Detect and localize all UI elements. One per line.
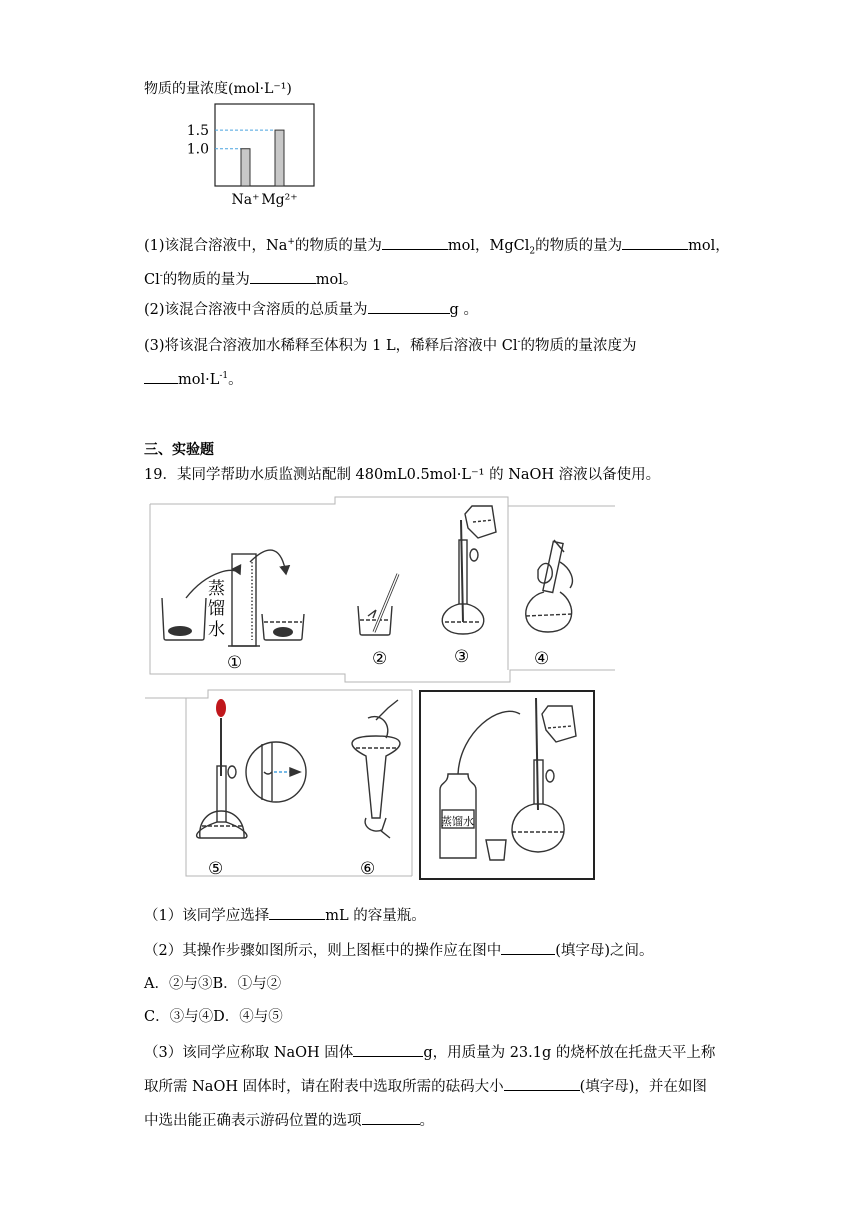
q18-text: Cl: [144, 271, 160, 288]
water-label-char-2: 馏: [208, 599, 225, 619]
q18-text: (1)该混合溶液中，Na: [144, 237, 288, 254]
water-label-char-3: 水: [208, 620, 225, 640]
q19-text: g，用质量为 23.1g 的烧杯放在托盘天平上称: [423, 1045, 716, 1061]
q19-sub-2: [144, 940, 654, 961]
experiment-figure: [140, 492, 620, 898]
answer-blank-mgcl2[interactable]: [622, 235, 688, 250]
answer-blank-rider[interactable]: [362, 1110, 420, 1125]
chart-marks: [187, 104, 314, 208]
answer-blank-concentration[interactable]: [144, 369, 178, 384]
q19-stem: 19．某同学帮助水质监测站配制 480mL0.5mol·L⁻¹ 的 NaOH 溶液以备使用。: [144, 467, 661, 483]
q19-text: 中选出能正确表示游码位置的选项: [144, 1113, 362, 1129]
step-6-shake: [352, 700, 400, 838]
water-label-char-1: 蒸: [208, 579, 225, 599]
step-5-label: ⑤: [208, 859, 224, 879]
q19-text: （1）该同学应选择: [144, 908, 270, 924]
q19-text: (填字母)，并在如图: [579, 1079, 707, 1095]
chart-tick-label: 1.0: [186, 141, 209, 158]
chart-axes-box: [215, 104, 314, 186]
q18-text: mol·L: [178, 371, 220, 388]
step-2-label: ②: [372, 649, 388, 669]
experiment-svg: [140, 492, 620, 898]
step-6-label: ⑥: [360, 859, 376, 879]
q19-sub-3-line-1: [144, 1042, 715, 1063]
q18-text: mol。: [315, 271, 358, 288]
q18-line-3: [144, 299, 478, 320]
step-5-fix-volume: [197, 718, 306, 838]
answer-blank-mass[interactable]: [368, 299, 450, 314]
water-bottle-label: 蒸馏水: [441, 815, 474, 828]
section-title: 三、实验题: [144, 442, 214, 458]
q18-text: 。: [228, 371, 243, 388]
chart-ylabel: 物质的量浓度(mol·L⁻¹): [144, 81, 292, 97]
mgcl2-subscript: 2: [529, 246, 536, 257]
na-charge: +: [287, 237, 295, 247]
q18-text: 的物质的量为: [162, 271, 250, 288]
chart-tick-label: 1.5: [186, 123, 209, 140]
q18-text: 的物质的量为: [535, 237, 623, 254]
chart-bar: [241, 149, 250, 186]
q18-text: mol，: [688, 237, 730, 254]
step-4-rinse: [526, 540, 573, 632]
bottom-panel-frame: [145, 690, 412, 876]
chart-category-label: Mg²⁺: [261, 192, 298, 208]
step-3-label: ③: [454, 647, 470, 667]
q18-line-1: [144, 232, 730, 262]
answer-blank-cl[interactable]: [250, 269, 316, 284]
step-2-stir: [358, 574, 398, 635]
concentration-bar-chart: [140, 74, 330, 214]
dropper-bulb: [216, 699, 226, 717]
q18-text: 的物质的量浓度为: [520, 337, 637, 354]
q18-text: (3)将该混合溶液加水稀释至体积为 1 L，稀释后溶液中 Cl: [144, 337, 518, 354]
answer-blank-weights[interactable]: [504, 1076, 580, 1091]
q19-sub-3-line-3: [144, 1110, 434, 1131]
answer-blank-position[interactable]: [501, 940, 555, 955]
q19-sub-3-line-2: [144, 1076, 707, 1097]
q18-text: 的物质的量为: [294, 237, 382, 254]
q19-text: 。: [419, 1113, 434, 1129]
step-4-label: ④: [534, 649, 550, 669]
q19-text: mL 的容量瓶。: [325, 908, 426, 924]
q19-options-cd: C．③与④D．④与⑤: [144, 1009, 283, 1025]
unit-exponent: -1: [219, 371, 229, 381]
q19-options-ab: A．②与③B．①与②: [144, 976, 282, 992]
answer-blank-naoh-mass[interactable]: [353, 1042, 423, 1057]
answer-blank-flask[interactable]: [269, 905, 325, 920]
q18-text: (2)该混合溶液中含溶质的总质量为: [144, 302, 368, 318]
cl-charge: -: [159, 271, 163, 281]
q19-text: （3）该同学应称取 NaOH 固体: [144, 1045, 354, 1061]
q18-text: g 。: [449, 302, 478, 318]
q19-sub-1: [144, 905, 426, 926]
step-1-label: ①: [227, 653, 243, 673]
q18-line-4: [144, 332, 637, 356]
q18-text: mol，MgCl: [447, 237, 530, 254]
step-1-dissolve: [162, 550, 304, 646]
q19-text: 取所需 NaOH 固体时，请在附表中选取所需的砝码大小: [144, 1079, 504, 1095]
step-3-transfer: [442, 506, 496, 634]
cl-charge: -: [517, 337, 521, 347]
q18-line-5: [144, 366, 243, 390]
chart-category-label: Na⁺: [231, 192, 260, 208]
chart-svg: [140, 74, 330, 214]
q19-text: (填字母)之间。: [555, 943, 654, 959]
chart-bar: [275, 130, 284, 186]
answer-blank-na[interactable]: [382, 235, 448, 250]
q19-text: （2）其操作步骤如图所示，则上图框中的操作应在图中: [144, 943, 502, 959]
q18-line-2: [144, 266, 357, 290]
